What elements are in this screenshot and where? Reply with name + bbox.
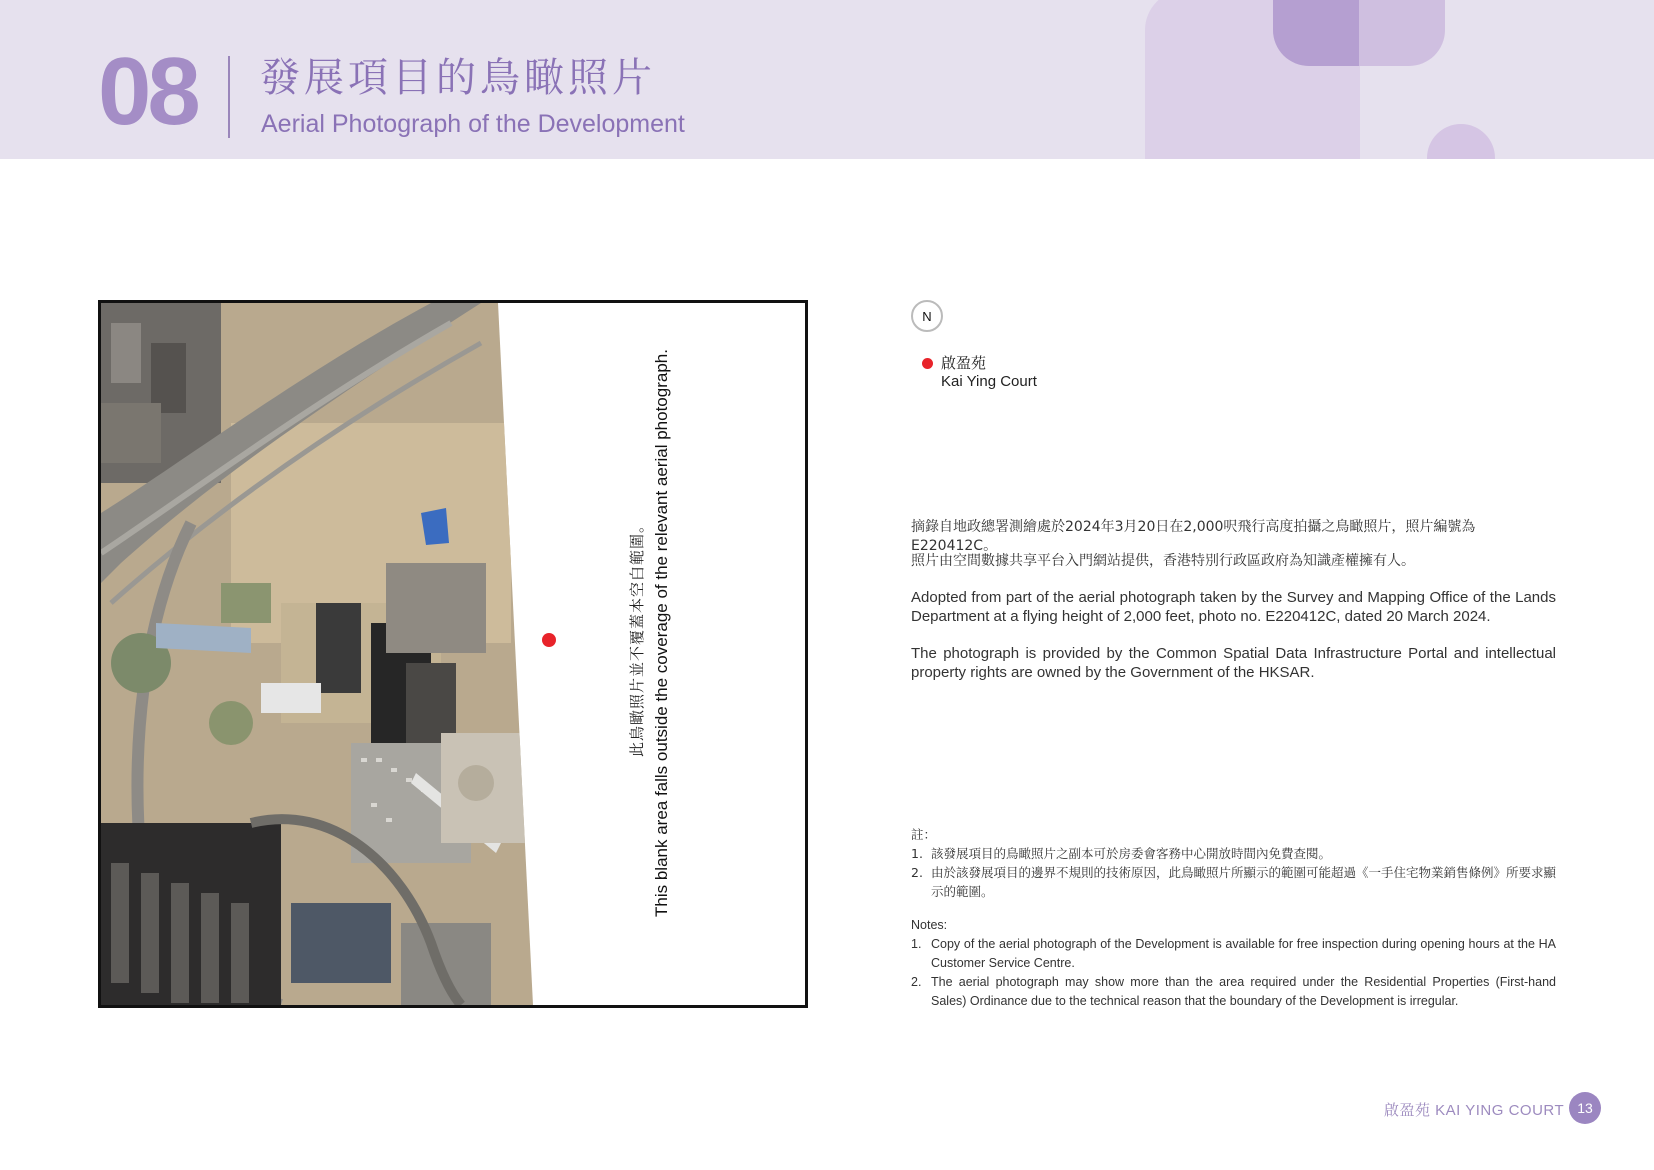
- note-item: 2. 由於該發展項目的邊界不規則的技術原因，此鳥瞰照片所顯示的範圍可能超過《一手住宅物業銷售條例》所要求顯示的範圍。: [911, 865, 1557, 899]
- blank-area-note-en: This blank area falls outside the coverage of the relevant aerial photograph.: [652, 349, 671, 917]
- note-item: 1. 該發展項目的鳥瞰照片之副本可於房委會客務中心開放時間內免費查閱。: [911, 846, 1332, 861]
- legend-site-name-en: Kai Ying Court: [941, 373, 1037, 390]
- description-en-1: Adopted from part of the aerial photograph taken by the Survey and Mapping Office of the Lands Department at a flying height of 2,000 feet, photo no. E220412C, dated 20 March 2024.: [911, 589, 1556, 625]
- description-en-2: The photograph is provided by the Common Spatial Data Infrastructure Portal and intellectual property rights are owned by the Government of the HKSAR.: [911, 645, 1556, 681]
- decorative-shape: [1273, 0, 1359, 66]
- page-title-en: Aerial Photograph of the Development: [261, 110, 685, 138]
- legend-marker-icon: [922, 358, 933, 369]
- page-header: [0, 0, 1654, 159]
- chapter-number: 08: [98, 38, 197, 145]
- footer-label: 啟盈苑 KAI YING COURT: [1384, 1102, 1565, 1119]
- aerial-image: [101, 303, 805, 1005]
- page-number: 13: [1569, 1092, 1601, 1124]
- description-zh-1: 摘錄自地政總署測繪處於2024年3月20日在2,000呎飛行高度拍攝之鳥瞰照片，照片編號為E220412C。: [911, 519, 1476, 554]
- decorative-shape: [1427, 124, 1495, 159]
- note-item: 1. Copy of the aerial photograph of the Development is available for free inspection during opening hours at the HA Customer Service Centre.: [911, 937, 1556, 970]
- aerial-photograph: [98, 300, 808, 1008]
- header-divider: [228, 56, 230, 138]
- note-item: 2. The aerial photograph may show more than the area required under the Residential Properties (First-hand Sales) Ordinance due to the technical reason that the boundary of the Development is irregular.: [911, 975, 1556, 1008]
- blank-area-note-zh: 此鳥瞰照片並不覆蓋本空白範圍。: [628, 516, 646, 757]
- site-marker: [542, 633, 556, 647]
- description-zh-2: 照片由空間數據共享平台入門網站提供，香港特別行政區政府為知識產權擁有人。: [911, 553, 1415, 569]
- page-title-zh: 發展項目的鳥瞰照片: [260, 55, 656, 101]
- notes-en-heading: Notes:: [911, 918, 948, 932]
- notes-zh-heading: 註：: [911, 827, 937, 842]
- north-arrow-icon: [911, 300, 943, 332]
- north-label: N: [922, 309, 932, 324]
- legend-site-name-zh: 啟盈苑: [941, 354, 987, 372]
- notes-en: [911, 916, 1556, 1011]
- notes-zh: [911, 825, 1556, 901]
